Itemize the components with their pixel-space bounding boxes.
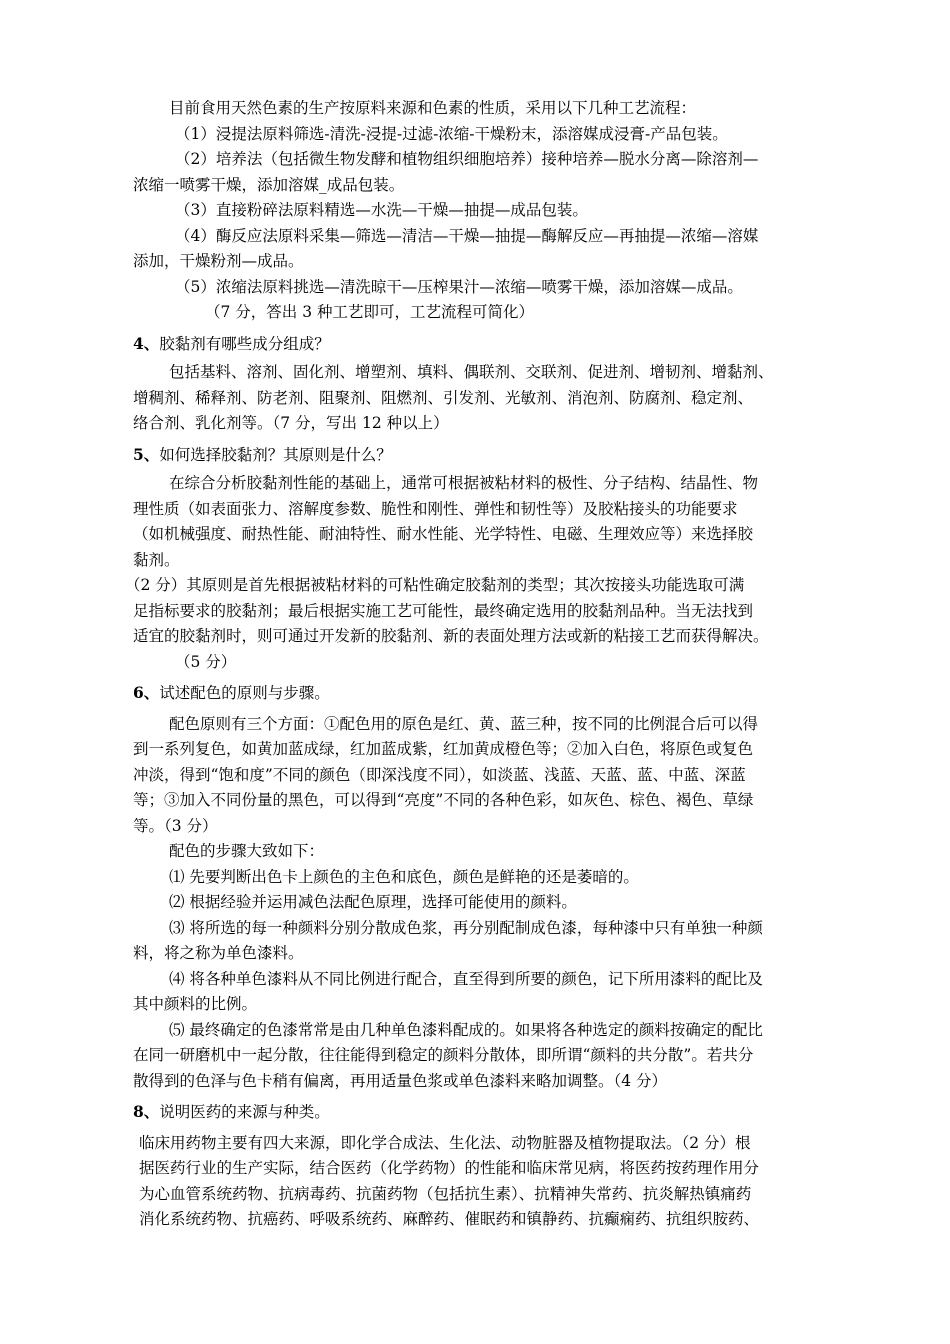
paragraph-line: 据医药行业的生产实际，结合医药（化学药物）的性能和临床常见病，将医药按药理作用分 [139, 1159, 760, 1177]
paragraph-line: 等。（3 分） [133, 816, 218, 835]
paragraph-line: ⑶ 将所选的每一种颜料分别分散成色浆，再分别配制成色漆，每种漆中只有单独一种颜 [169, 918, 763, 937]
question-number: 6、 [133, 683, 160, 702]
question-heading [133, 680, 823, 707]
paragraph-line: 料，将之称为单色漆料。 [133, 944, 304, 962]
paragraph-line: 添加，干燥粉剂—成品。 [133, 252, 304, 270]
paragraph-line: （7 分，答出 3 种工艺即可，工艺流程可简化） [205, 303, 535, 321]
paragraph-line: 浓缩一喷雾干燥，添加溶媒_成品包装。 [133, 175, 405, 194]
paragraph-line: （如机械强度、耐热性能、耐油特性、耐水性能、光学特性、电磁、生理效应等）来选择胶 [133, 525, 754, 543]
paragraph-line: 等；③加入不同份量的黑色，可以得到“亮度”不同的各种色彩，如灰色、棕色、褐色、草绿 [133, 791, 754, 809]
paragraph-line: ⑸ 最终确定的色漆常常是由几种单色漆料配成的。如果将各种选定的颜料按确定的配比 [169, 1020, 763, 1039]
question-text: 说明医药的来源与种类。 [159, 1103, 330, 1121]
question-number: 4、 [133, 333, 160, 353]
paragraph-line: ⑷ 将各种单色漆料从不同比例进行配合，直至得到所要的颜色，记下所用漆料的配比及 [169, 969, 763, 988]
paragraph-line: 到一系列复色，如黄加蓝成绿，红加蓝成紫，红加黄成橙色等；②加入白色，将原色或复色 [133, 740, 754, 758]
paragraph-line: （2 分）其原则是首先根据被粘材料的可粘性确定胶黏剂的类型；其次按接头功能选取可满 [125, 576, 745, 594]
paragraph-line: （3）直接粉碎法原料精选—水洗—干燥—抽提—成品包装。 [175, 201, 588, 219]
paragraph-line: （1）浸提法原料筛选-清洗-浸提-过滤-浓缩-干燥粉末，添溶媒成浸膏-产品包装。 [175, 124, 728, 143]
paragraph-line: 配色的步骤大致如下： [169, 842, 325, 860]
paragraph-line: 其中颜料的比例。 [133, 995, 258, 1013]
paragraph-line: 络合剂、乳化剂等。（7 分，写出 12 种以上） [133, 414, 449, 432]
paragraph-line: 临床用药物主要有四大来源，即化学合成法、生化法、动物脏器及植物提取法。（2 分）根 [139, 1133, 751, 1152]
paragraph-line: 黏剂。 [133, 550, 180, 569]
question-text: 胶黏剂有哪些成分组成？ [159, 334, 330, 353]
paragraph-line: 配色原则有三个方面：①配色用的原色是红、黄、蓝三种，按不同的比例混合后可以得 [169, 714, 759, 733]
question-number: 8、 [133, 1102, 160, 1121]
question-heading [133, 331, 823, 358]
document-body [125, 96, 823, 1233]
paragraph-line: 散得到的色泽与色卡稍有偏离，再用适量色浆或单色漆料来略加调整。（4 分） [133, 1071, 668, 1090]
question-heading [133, 442, 823, 469]
paragraph-line: 增稠剂、稀释剂、防老剂、阻聚剂、阻燃剂、引发剂、光敏剂、消泡剂、防腐剂、稳定剂、 [133, 388, 754, 407]
paragraph-line: 目前食用天然色素的生产按原料来源和色素的性质，采用以下几种工艺流程： [169, 99, 697, 117]
question-number: 5、 [133, 444, 160, 464]
paragraph-line: （5）浓缩法原料挑选—清洗晾干—压榨果汁—浓缩—喷雾干燥，添加溶媒—成品。 [175, 277, 743, 296]
paragraph-line: ⑴ 先要判断出色卡上颜色的主色和底色，颜色是鲜艳的还是萎暗的。 [169, 867, 639, 886]
paragraph-line: 为心血管系统药物、抗病毒药、抗菌药物（包括抗生素）、抗精神失常药、抗炎解热镇痛药 [139, 1184, 752, 1203]
paragraph-line: 冲淡，得到“饱和度”不同的颜色（即深浅度不同），如淡蓝、浅蓝、天蓝、蓝、中蓝、深蓝 [133, 765, 746, 784]
paragraph-line: 适宜的胶黏剂时，则可通过开发新的胶黏剂、新的表面处理方法或新的粘接工艺而获得解决。 [133, 627, 769, 645]
paragraph-line: ⑵ 根据经验并运用减色法配色原理，选择可能使用的颜料。 [169, 893, 577, 911]
paragraph-line: （4）酶反应法原料采集—筛选—清洁—干燥—抽提—酶解反应—再抽提—浓缩—溶媒 [175, 226, 759, 245]
paragraph-line: 足指标要求的胶黏剂；最后根据实施工艺可能性，最终确定选用的胶黏剂品种。当无法找到 [133, 601, 754, 620]
paragraph-line: 理性质（如表面张力、溶解度参数、脆性和刚性、弹性和韧性等）及胶粘接头的功能要求 [133, 499, 738, 518]
question-text: 试述配色的原则与步骤。 [159, 684, 330, 702]
paragraph-line: 消化系统药物、抗癌药、呼吸系统药、麻醉药、催眠药和镇静药、抗癫痫药、抗组织胺药、 [139, 1210, 760, 1228]
paragraph-line: （2）培养法（包括微生物发酵和植物组织细胞培养）接种培养—脱水分离—除溶剂— [175, 150, 759, 168]
paragraph-line: （5 分） [175, 652, 237, 671]
question-text: 如何选择胶黏剂？其原则是什么？ [159, 445, 392, 464]
paragraph-line: 在综合分析胶黏剂性能的基础上，通常可根据被粘材料的极性、分子结构、结晶性、物 [169, 474, 759, 492]
paragraph-line: 包括基料、溶剂、固化剂、增塑剂、填料、偶联剂、交联剂、促进剂、增韧剂、增黏剂、 [169, 363, 774, 381]
question-heading [133, 1099, 823, 1126]
paragraph-line: 在同一研磨机中一起分散，往往能得到稳定的颜料分散体，即所谓“颜料的共分散”。若共分 [133, 1046, 754, 1064]
